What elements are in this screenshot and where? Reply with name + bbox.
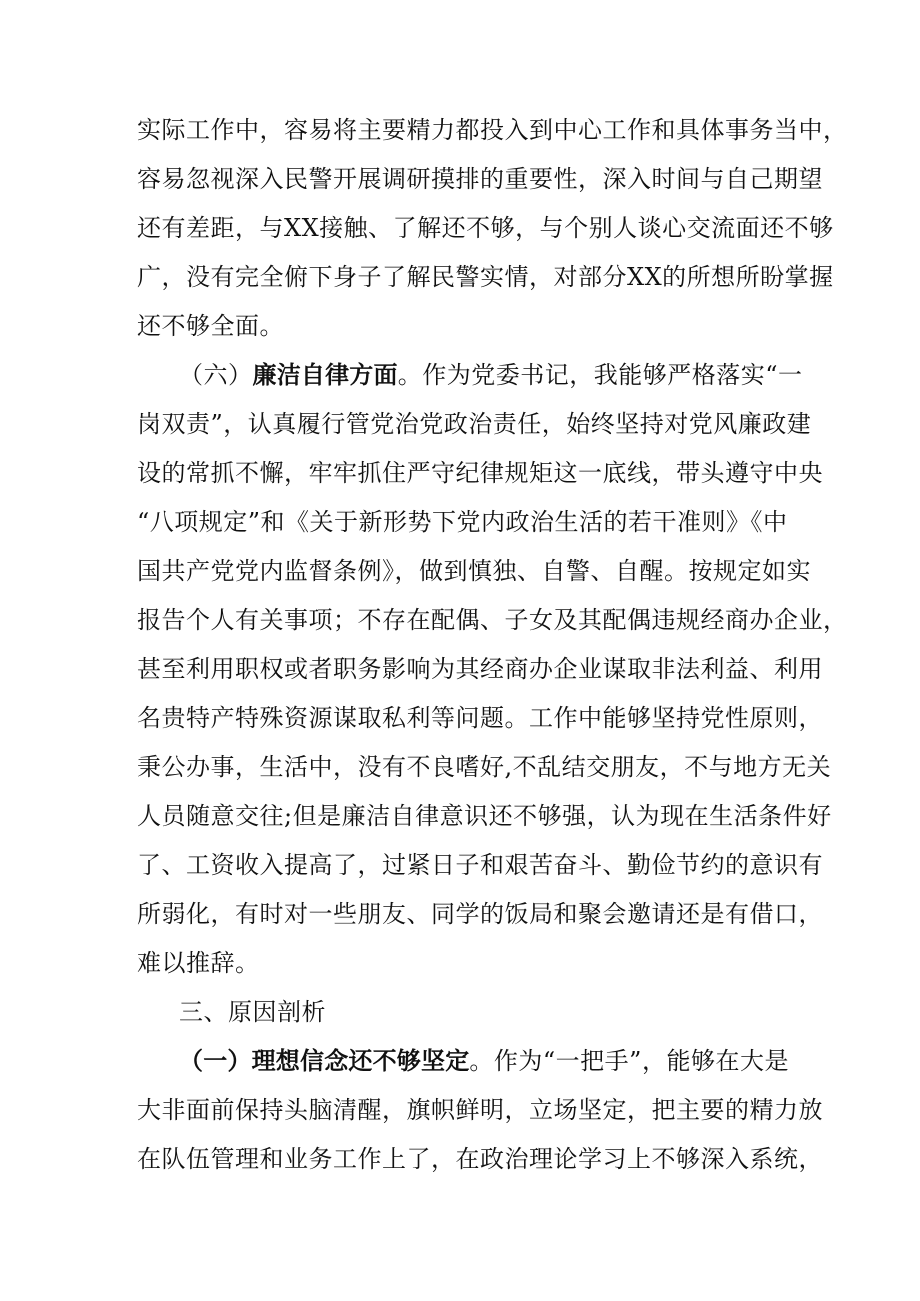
section-6-label: （六） xyxy=(179,361,253,389)
paragraph-line: 秉公办事，生活中，没有不良嗜好,不乱结交朋友，不与地方无关 xyxy=(137,753,832,781)
paragraph-line: 了、工资收入提高了，过紧日子和艰苦奋斗、勤俭节约的意识有 xyxy=(137,851,823,879)
section-6-title: 廉洁自律方面 xyxy=(252,361,398,389)
subsection-1-first-line xyxy=(179,1041,797,1081)
paragraph-line: 还不够全面。 xyxy=(137,312,284,340)
paragraph-line: 还有差距，与XX接触、了解还不够，与个别人谈心交流面还不够 xyxy=(137,214,834,242)
section-heading: 三、原因剖析 xyxy=(179,998,326,1026)
paragraph-line: 岗双责”，认真履行管党治党政治责任，始终坚持对党风廉政建 xyxy=(137,410,812,438)
paragraph-line: 大非面前保持头脑清醒，旗帜鲜明，立场坚定，把主要的精力放 xyxy=(137,1096,823,1124)
subsection-1-title: （一）理想信念还不够坚定 xyxy=(179,1047,470,1075)
paragraph-line: 名贵特产特殊资源谋取私利等问题。工作中能够坚持党性原则， xyxy=(137,704,823,732)
paragraph-line: 人员随意交往;但是廉洁自律意识还不够强，认为现在生活条件好 xyxy=(137,802,832,830)
paragraph-line: 广，没有完全俯下身子了解民警实情，对部分XX的所想所盼掌握 xyxy=(137,263,834,291)
paragraph-line: 甚至利用职权或者职务影响为其经商办企业谋取非法利益、利用 xyxy=(137,655,823,683)
section-6-first-line xyxy=(179,355,803,395)
paragraph-line: 难以推辞。 xyxy=(137,949,260,977)
section-6-first-line-text: 。作为党委书记，我能够严格落实“一 xyxy=(397,361,803,389)
paragraph-line: 报告个人有关事项；不存在配偶、子女及其配偶违规经商办企业， xyxy=(137,606,848,634)
paragraph-line: 在队伍管理和业务工作上了，在政治理论学习上不够深入系统， xyxy=(137,1145,823,1173)
paragraph-line: “八项规定”和《关于新形势下党内政治生活的若干准则》《中 xyxy=(137,508,788,536)
paragraph-line: 设的常抓不懈，牢牢抓住严守纪律规矩这一底线，带头遵守中央 xyxy=(137,459,823,487)
subsection-1-first-line-text: 。作为“一把手”，能够在大是 xyxy=(469,1047,789,1075)
paragraph-line: 所弱化，有时对一些朋友、同学的饭局和聚会邀请还是有借口， xyxy=(137,900,823,928)
paragraph-line: 容易忽视深入民警开展调研摸排的重要性，深入时间与自己期望 xyxy=(137,165,823,193)
paragraph-line: 实际工作中，容易将主要精力都投入到中心工作和具体事务当中， xyxy=(137,116,848,144)
paragraph-line: 国共产党党内监督条例》，做到慎独、自警、自醒。按规定如实 xyxy=(137,557,811,585)
